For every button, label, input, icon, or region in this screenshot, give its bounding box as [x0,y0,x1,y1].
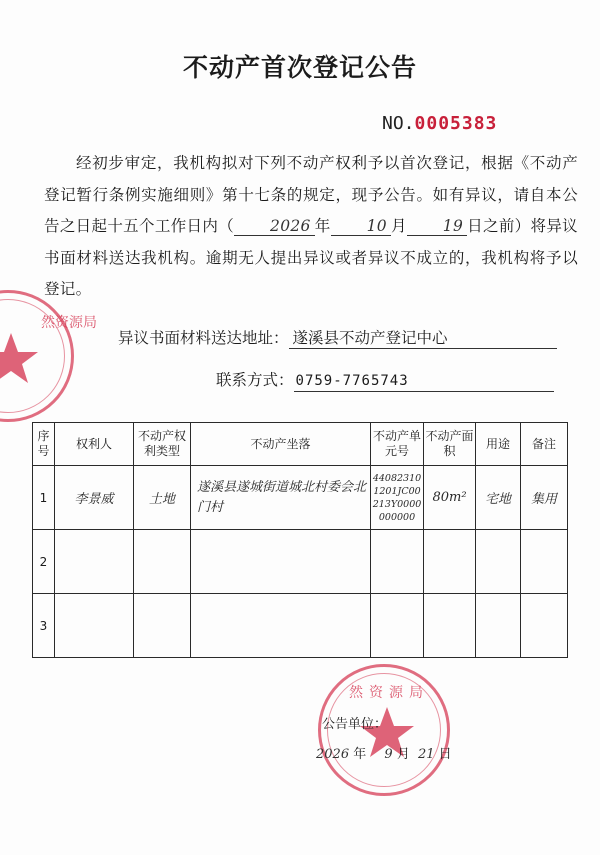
header-type: 不动产权利类型 [134,423,191,466]
cell-remark [521,530,568,594]
contact-label: 联系方式： [216,371,294,389]
cell-owner [55,594,134,658]
date-month: 9 [384,747,393,762]
deadline-month: 10 [331,217,391,236]
cell-area [424,530,476,594]
cell-unit [371,594,424,658]
date-month-char: 月 [396,747,410,762]
body-part1: 经初步审定，我机构拟对下列不动产权利予以首次登记，根据《不动产登记暂行条例实施细则》第十七条的规定，现予公告。如有异议，请自本公告之日起十五个工作日内（ [44,154,578,235]
cell-type [134,530,191,594]
address-value: 遂溪县不动产登记中心 [289,328,557,349]
cell-usage [476,594,521,658]
announcing-unit-label: 公告单位： [322,717,388,732]
body-part2: 日之前）将异议书面材料送达我机构。逾期无人提出异议或者异议不成立的，我机构将予以登记。 [44,217,578,298]
header-no: 序号 [33,423,55,466]
cell-remark: 集用 [521,466,568,530]
deadline-year: 2026 [234,217,315,236]
contact-value: 0759-7765743 [294,371,554,392]
header-owner: 权利人 [55,423,134,466]
cell-unit [371,530,424,594]
cell-owner: 李景威 [55,466,134,530]
cell-area [424,594,476,658]
header-area: 不动产面积 [424,423,476,466]
header-unit: 不动产单元号 [371,423,424,466]
cell-usage [476,530,521,594]
contact-row [216,368,554,392]
official-seal-left [0,290,97,422]
notice-body [44,148,578,306]
cell-usage: 宅地 [476,466,521,530]
cell-location: 遂溪县遂城街道城北村委会北门村 [191,466,371,530]
notice-number-label: NO. [382,113,415,134]
seal-left-text: 然资源局 [41,315,97,331]
notice-number-value: 0005383 [414,113,498,134]
table-row [33,530,568,594]
cell-area: 80m² [424,466,476,530]
seal-right-text: 然资源局 [349,685,429,701]
table-header-row [33,423,568,466]
cell-type [134,594,191,658]
cell-no: 3 [33,594,55,658]
cell-location [191,530,371,594]
seal-star-icon [0,293,97,425]
year-char: 年 [314,217,331,235]
cell-unit: 440823101201JC00213Y0000000000 [371,466,424,530]
cell-type: 土地 [134,466,191,530]
header-usage: 用途 [476,423,521,466]
cell-no: 2 [33,530,55,594]
notice-number [382,113,497,134]
month-char: 月 [390,217,407,235]
announcement-date [316,743,452,762]
date-year: 2026 [316,747,350,762]
cell-location [191,594,371,658]
cell-remark [521,594,568,658]
header-remark: 备注 [521,423,568,466]
cell-owner [55,530,134,594]
date-day-char: 日 [438,747,452,762]
date-year-char: 年 [353,747,367,762]
date-day: 21 [417,747,435,762]
registration-table [32,422,568,658]
address-row [118,326,557,349]
table-row [33,466,568,530]
address-label: 异议书面材料送达地址： [118,329,289,347]
seal-star-icon [321,667,453,799]
notice-title: 不动产首次登记公告 [182,53,417,82]
deadline-day: 19 [407,217,467,236]
cell-no: 1 [33,466,55,530]
header-location: 不动产坐落 [191,423,371,466]
table-row [33,594,568,658]
